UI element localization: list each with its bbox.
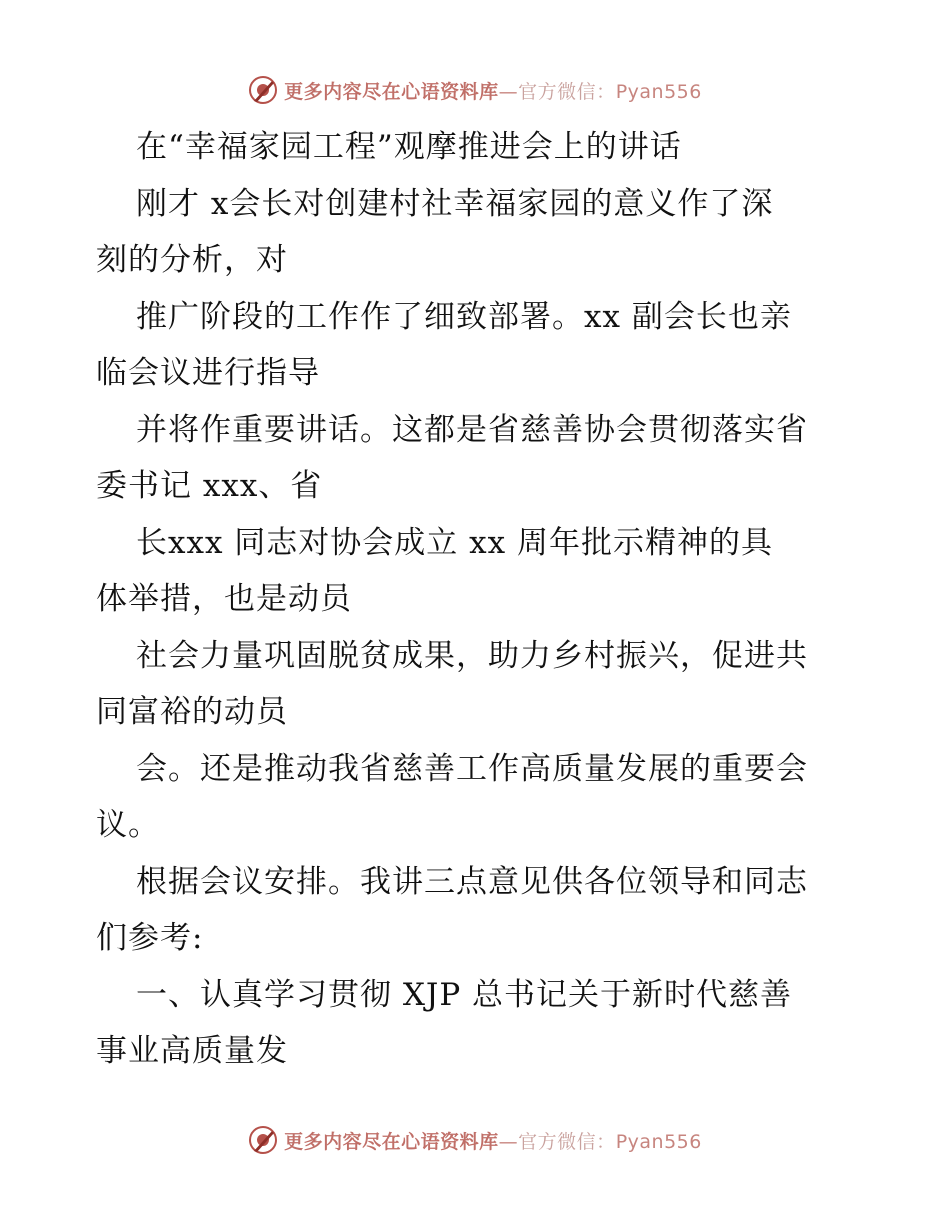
- banner-wechat-id: Pyan556: [615, 1130, 702, 1153]
- paragraph-line: 们参考:: [96, 920, 204, 956]
- header-banner: [0, 70, 950, 110]
- paragraph-line: 推广阶段的工作作了细致部署。xx 副会长也亲: [136, 298, 792, 335]
- document-title: 在“幸福家园工程”观摩推进会上的讲话: [136, 129, 682, 165]
- paragraph-line: 并将作重要讲话。这都是省慈善协会贯彻落实省: [136, 411, 808, 448]
- banner-dash: —: [498, 80, 519, 103]
- banner-text: [284, 1127, 702, 1154]
- paragraph-line: 临会议进行指导: [96, 355, 320, 391]
- banner-dash: —: [498, 1130, 519, 1153]
- paragraph-line: 刚才 x会长对创建村社幸福家园的意义作了深: [136, 185, 774, 222]
- paragraph-line: 长xxx 同志对协会成立 xx 周年批示精神的具: [136, 524, 773, 561]
- paragraph-line: 会。还是推动我省慈善工作高质量发展的重要会: [136, 750, 808, 787]
- paragraph-line: 刻的分析，对: [96, 242, 288, 278]
- paragraph-line: 体举措，也是动员: [96, 581, 352, 617]
- section-heading-line: 一、认真学习贯彻 XJP 总书记关于新时代慈善: [136, 976, 793, 1013]
- banner-wechat-label: 官方微信：: [518, 80, 616, 103]
- paragraph-line: 同富裕的动员: [96, 694, 288, 730]
- document-body: [96, 119, 866, 1080]
- paragraph-line: 议。: [96, 807, 160, 843]
- paragraph-line: 根据会议安排。我讲三点意见供各位领导和同志: [136, 863, 808, 900]
- paragraph-line: 委书记 xxx、省: [96, 468, 323, 504]
- footer-banner: [0, 1120, 950, 1160]
- section-heading-line: 事业高质量发: [96, 1033, 288, 1069]
- banner-text: [284, 77, 702, 104]
- banner-main-text: 更多内容尽在心语资料库: [284, 1130, 499, 1153]
- quill-pen-logo-icon: [248, 75, 278, 105]
- banner-wechat-label: 官方微信：: [518, 1130, 616, 1153]
- banner-wechat-id: Pyan556: [615, 80, 702, 103]
- banner-main-text: 更多内容尽在心语资料库: [284, 80, 499, 103]
- quill-pen-logo-icon: [248, 1125, 278, 1155]
- paragraph-line: 社会力量巩固脱贫成果，助力乡村振兴，促进共: [136, 637, 808, 674]
